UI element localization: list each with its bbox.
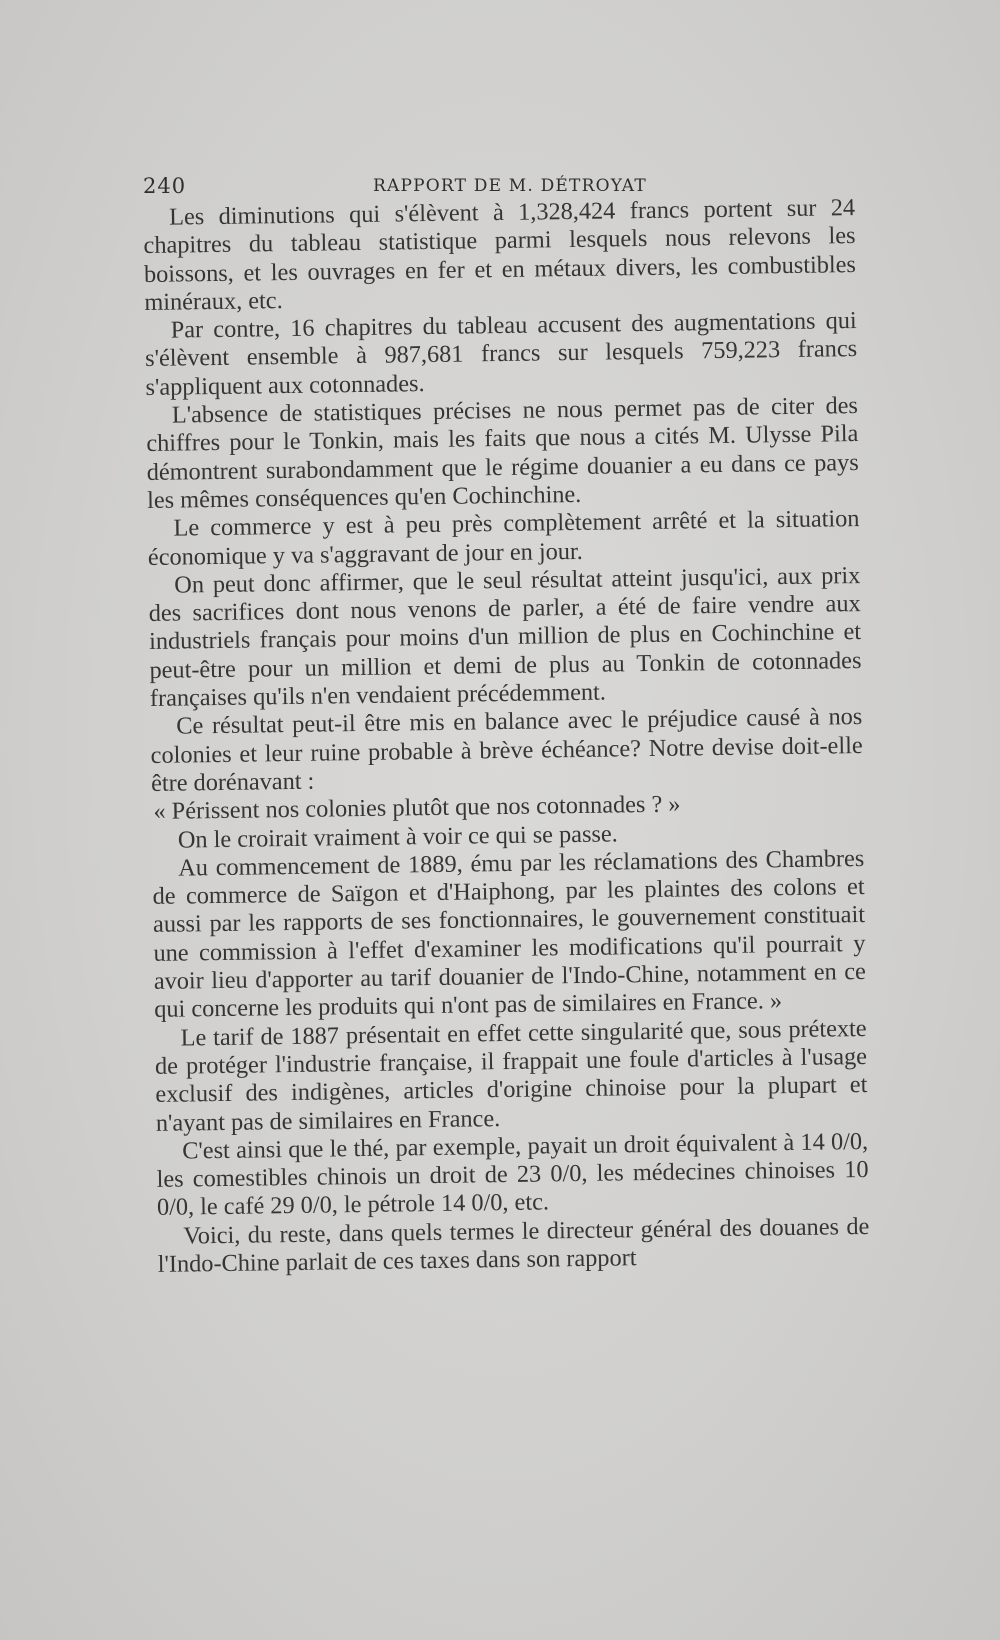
- paragraph: Les diminutions qui s'élèvent à 1,328,424 francs portent sur 24 chapitres du tableau statistique parmi lesquels nous relevons les boissons, et les ouvrages en fer et en métaux divers, les combustibles minéraux, etc.: [143, 194, 857, 316]
- quoted-motto: « Périssent nos colonies plutôt que nos cotonnades ? »: [153, 790, 681, 826]
- paragraph: On peut donc affirmer, que le seul résultat atteint jusqu'ici, aux prix des sacrifices dont nous venons de parler, a été de faire vendre aux industriels français pour moins d'un million de plus en Cochinchine et peut-être pour un million et demi de plus au Tonkin de cotonnades françaises qu'ils n'en vendaient précédemment.: [148, 561, 862, 712]
- paragraph: Au commencement de 1889, ému par les réclamations des Chambres de commerce de Saïgon et d'Haiphong, par les plaintes des colons et aussi par les rapports de ses fonctionnaires, le gouvernement constituait une commission à l'effet d'examiner les modifications qu'il pourrait y avoir lieu d'apporter au tarif douanier de l'Indo-Chine, notamment en ce qui concerne les produits qui n'ont pas de similaires en France. »: [152, 844, 866, 1024]
- paragraph: Par contre, 16 chapitres du tableau accusent des augmentations qui s'élèvent ensemble à 987,681 francs sur lesquels 759,223 francs s'appliquent aux cotonnades.: [144, 307, 858, 401]
- page-number: 240: [143, 174, 187, 198]
- body-text: [143, 194, 870, 1279]
- paragraph: On le croirait vraiment à voir ce qui se passe.: [177, 819, 618, 854]
- paragraph: Le tarif de 1887 présentait en effet cette singularité que, sous prétexte de protéger l'industrie française, il frappait une foule d'articles à l'usage exclusif des indigènes, articles d'origine chinoise pour la plupart et n'ayant pas de similaires en France.: [154, 1014, 868, 1137]
- paragraph: Voici, du reste, dans quels termes le directeur général des douanes de l'Indo-Chine parlait de ces taxes dans son rapport: [157, 1212, 870, 1278]
- paragraph: L'absence de statistiques précises ne nous permet pas de citer des chiffres pour le Tonkin, mais les faits que nous a cités M. Ulysse Pila démontrent surabondamment que le régime douanier a eu dans ce pays les mêmes conséquences qu'en Cochinchine.: [146, 392, 859, 514]
- paragraph: Ce résultat peut-il être mis en balance avec le préjudice causé à nos colonies et leur ruine probable à brève échéance? Notre devise doit-elle être dorénavant :: [150, 703, 863, 797]
- paragraph: Le commerce y est à peu près complètement arrêté et la situation économique y va s'aggravant de jour en jour.: [147, 505, 860, 571]
- running-head: RAPPORT DE M. DÉTROYAT: [373, 176, 647, 196]
- paragraph: C'est ainsi que le thé, par exemple, payait un droit équivalent à 14 0/0, les comestibles chinois un droit de 23 0/0, les médecines chinoises 10 0/0, le café 29 0/0, le pétrole 14 0/0, etc.: [156, 1127, 869, 1222]
